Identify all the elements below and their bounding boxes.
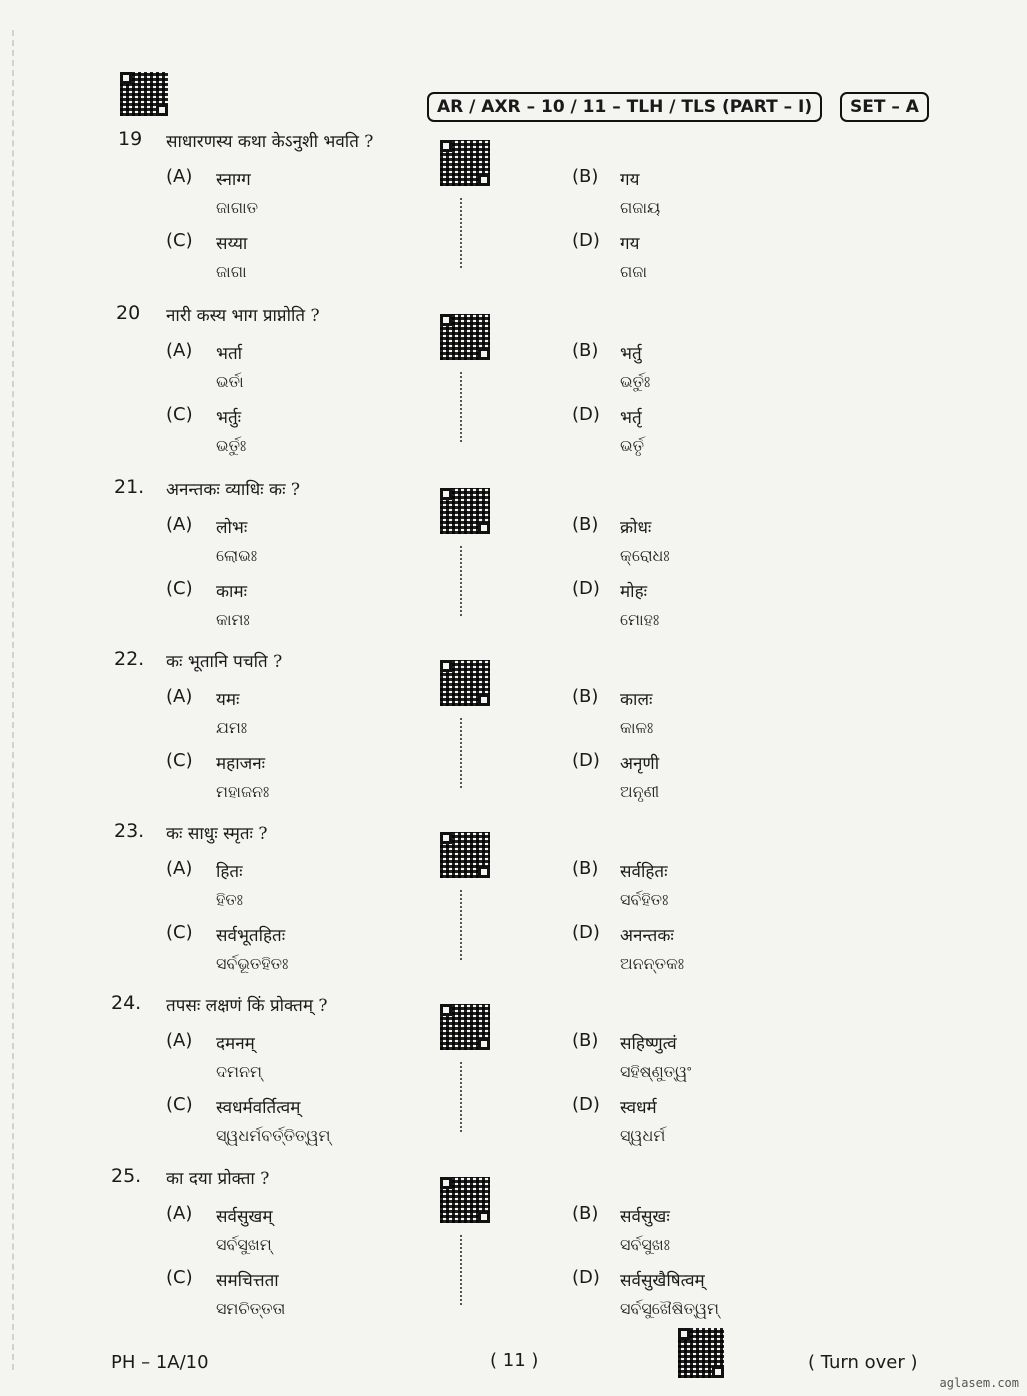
option-text-odia: କାଳଃ — [620, 718, 654, 737]
qr-code-top-left — [120, 72, 168, 116]
option-text-odia: ଯମଃ — [216, 718, 248, 737]
option-text-odia: ସମଚିତ୍ତତା — [216, 1299, 286, 1318]
watermark: aglasem.com — [939, 1376, 1019, 1390]
question-number: 20 — [116, 302, 141, 324]
option-text-sanskrit: भर्तृ — [620, 408, 642, 428]
page-number: ( 11 ) — [490, 1350, 539, 1371]
question-text: अनन्तकः व्याधिः कः ? — [166, 480, 301, 500]
question-number: 23. — [114, 820, 145, 842]
footer-paper-code: PH – 1A/10 — [111, 1352, 209, 1373]
question-text: कः भूतानि पचति ? — [166, 652, 283, 672]
option-text-odia: ସ୍ୱଧର୍ମବର୍ତ୍ତିତ୍ୱମ୍ — [216, 1126, 331, 1145]
question-text: तपसः लक्षणं किं प्रोक्तम् ? — [166, 996, 328, 1016]
option-text-sanskrit: अनन्तकः — [620, 926, 674, 946]
option-label: (B) — [572, 1030, 599, 1051]
option-label: (B) — [572, 1203, 599, 1224]
option-label: (B) — [572, 340, 599, 361]
option-label: (C) — [166, 230, 193, 251]
option-text-sanskrit: सहिष्णुत्वं — [620, 1034, 677, 1054]
option-label: (D) — [572, 1094, 600, 1115]
paper-code: AR / AXR – 10 / 11 – TLH / TLS (PART – I) — [427, 92, 822, 122]
question-text: कः साधुः स्मृतः ? — [166, 824, 268, 844]
dotted-divider — [460, 1235, 462, 1305]
option-text-odia: ସର୍ବସୁଖଃ — [620, 1235, 670, 1254]
option-text-sanskrit: महाजनः — [216, 754, 266, 774]
qr-code — [440, 314, 490, 360]
option-text-sanskrit: गय — [620, 170, 640, 190]
dotted-divider — [460, 890, 462, 960]
option-text-sanskrit: गय — [620, 234, 640, 254]
option-text-odia: ଜାଗା — [216, 262, 247, 281]
option-label: (C) — [166, 404, 193, 425]
option-text-sanskrit: हितः — [216, 862, 243, 882]
option-text-odia: ଭର୍ତା — [216, 372, 244, 391]
option-text-odia: ଦମନମ୍ — [216, 1062, 262, 1081]
option-text-odia: ହିତଃ — [216, 890, 243, 909]
qr-code — [440, 488, 490, 534]
option-label: (A) — [166, 1030, 193, 1051]
qr-code — [440, 1177, 490, 1223]
option-text-odia: କ୍ରୋଧଃ — [620, 546, 670, 565]
option-label: (D) — [572, 750, 600, 771]
option-label: (A) — [166, 858, 193, 879]
option-label: (C) — [166, 1094, 193, 1115]
question-number: 25. — [111, 1165, 142, 1187]
option-text-sanskrit: सर्वसुखैषित्वम् — [620, 1271, 705, 1291]
qr-code — [440, 1004, 490, 1050]
option-label: (B) — [572, 514, 599, 535]
question-text: नारी कस्य भाग प्राप्नोति ? — [166, 306, 320, 326]
option-label: (A) — [166, 686, 193, 707]
option-text-sanskrit: स्नाग्ग — [216, 170, 251, 190]
option-label: (B) — [572, 166, 599, 187]
option-text-odia: ଭର୍ତୁଃ — [216, 436, 247, 455]
option-text-sanskrit: समचित्तता — [216, 1271, 279, 1291]
question-text: का दया प्रोक्ता ? — [166, 1169, 270, 1189]
option-text-sanskrit: भर्तुः — [216, 408, 242, 428]
option-text-sanskrit: कालः — [620, 690, 653, 710]
question-text: साधारणस्य कथा केऽनुशी भवति ? — [166, 132, 374, 152]
option-label: (C) — [166, 922, 193, 943]
option-label: (A) — [166, 1203, 193, 1224]
option-text-sanskrit: क्रोधः — [620, 518, 652, 538]
option-label: (C) — [166, 578, 193, 599]
option-text-sanskrit: भर्ता — [216, 344, 243, 364]
option-text-odia: ଅନନ୍ତକଃ — [620, 954, 685, 973]
option-text-sanskrit: स्वधर्म — [620, 1098, 657, 1118]
question-number: 24. — [111, 992, 142, 1014]
dotted-divider — [460, 718, 462, 788]
question-number: 21. — [114, 476, 145, 498]
option-label: (B) — [572, 686, 599, 707]
option-text-sanskrit: यमः — [216, 690, 240, 710]
option-text-odia: ମୋହଃ — [620, 610, 660, 629]
option-text-sanskrit: दमनम् — [216, 1034, 255, 1054]
option-text-odia: ଗଜା — [620, 262, 647, 281]
dotted-divider — [460, 198, 462, 268]
dotted-divider — [460, 1062, 462, 1132]
option-text-odia: ସର୍ବସୁଖୈଷିତ୍ୱମ୍ — [620, 1299, 720, 1318]
option-label: (D) — [572, 404, 600, 425]
option-label: (B) — [572, 858, 599, 879]
set-badge: SET – A — [840, 92, 929, 122]
option-label: (A) — [166, 166, 193, 187]
option-text-sanskrit: सर्वसुखः — [620, 1207, 670, 1227]
option-text-sanskrit: सय्या — [216, 234, 248, 254]
qr-code — [440, 660, 490, 706]
option-text-sanskrit: लोभः — [216, 518, 248, 538]
margin-fold-line — [12, 30, 14, 1370]
option-text-odia: ଲୋଭଃ — [216, 546, 258, 565]
option-label: (C) — [166, 750, 193, 771]
option-text-odia: ମହାଜନଃ — [216, 782, 270, 801]
option-text-sanskrit: अनृणी — [620, 754, 660, 774]
option-text-sanskrit: सर्वसुखम् — [216, 1207, 273, 1227]
option-text-sanskrit: भर्तु — [620, 344, 642, 364]
question-number: 19 — [118, 128, 143, 150]
qr-code — [440, 140, 490, 186]
qr-code-bottom — [678, 1328, 724, 1378]
option-label: (A) — [166, 514, 193, 535]
option-text-sanskrit: सर्वभूतहितः — [216, 926, 286, 946]
option-text-sanskrit: कामः — [216, 582, 248, 602]
dotted-divider — [460, 546, 462, 616]
option-label: (D) — [572, 1267, 600, 1288]
dotted-divider — [460, 372, 462, 442]
option-label: (A) — [166, 340, 193, 361]
turn-over-label: ( Turn over ) — [808, 1352, 918, 1373]
question-number: 22. — [114, 648, 145, 670]
option-text-odia: କାମଃ — [216, 610, 250, 629]
option-text-odia: ଅନୃଣୀ — [620, 782, 660, 801]
option-text-sanskrit: स्वधर्मवर्तित्वम् — [216, 1098, 301, 1118]
option-label: (D) — [572, 230, 600, 251]
option-text-odia: ସର୍ବସୁଖମ୍ — [216, 1235, 272, 1254]
option-text-odia: ଭର୍ତୃ — [620, 436, 645, 455]
option-text-odia: ଭର୍ତୁଃ — [620, 372, 651, 391]
option-text-odia: ସହିଷ୍ଣୁତ୍ୱଂ — [620, 1062, 692, 1081]
option-text-odia: ସ୍ୱଧର୍ମ — [620, 1126, 666, 1145]
option-label: (C) — [166, 1267, 193, 1288]
option-label: (D) — [572, 922, 600, 943]
option-text-odia: ଗଜାୟ — [620, 198, 661, 217]
option-text-odia: ସର୍ବହିତଃ — [620, 890, 669, 909]
option-text-odia: ଜାଗାତ — [216, 198, 259, 217]
qr-code — [440, 832, 490, 878]
option-text-sanskrit: सर्वहितः — [620, 862, 668, 882]
option-text-odia: ସର୍ବଭୂତହିତଃ — [216, 954, 289, 973]
option-text-sanskrit: मोहः — [620, 582, 648, 602]
option-label: (D) — [572, 578, 600, 599]
